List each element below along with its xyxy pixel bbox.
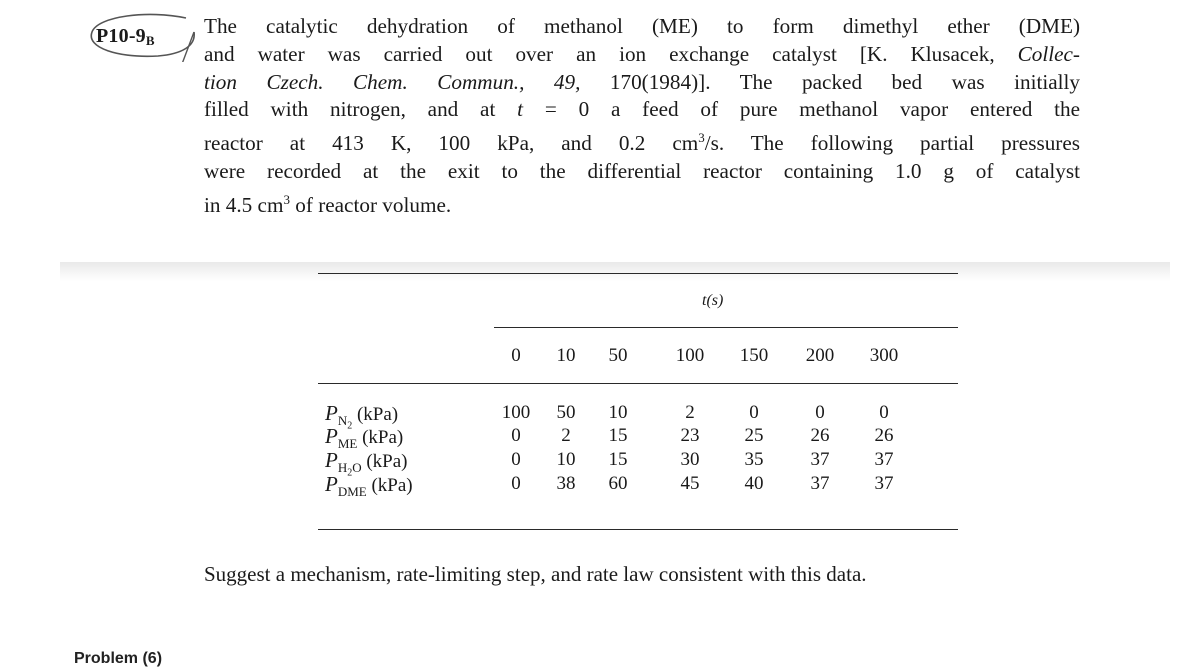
table-cell: 37: [810, 449, 830, 470]
cropped-top-line: [300, 0, 720, 6]
problem-number-badge: [78, 12, 198, 56]
table-cell: 100: [501, 402, 531, 423]
row-label: $P_{H_2O}$ (kPa): [325, 448, 408, 479]
table-cell: 2: [561, 425, 571, 446]
table-cell: 15: [608, 449, 628, 470]
table-cell: 0: [511, 449, 521, 470]
table-cell: 15: [608, 425, 628, 446]
question-text: Suggest a mechanism, rate-limiting step, and rate law consistent with this data.: [204, 562, 867, 586]
time-column-header: 200: [805, 345, 835, 366]
statement-line: in 4.5 $cm^3$ of reactor volume.: [204, 191, 452, 217]
time-column-header: 150: [739, 345, 769, 366]
problem-statement: [204, 13, 1080, 220]
table-top-rule: [318, 273, 958, 274]
statement-line: filled with nitrogen, and at t = 0 a feed of pure methanol vapor entered the: [204, 97, 1081, 122]
table-cell: 37: [874, 449, 894, 470]
table-cell: 0: [815, 402, 825, 423]
table-bottom-rule: [318, 529, 958, 530]
table-cell: 23: [680, 425, 700, 446]
table-cell: 60: [608, 473, 628, 494]
table-cell: 40: [744, 473, 764, 494]
scan-shadow: [60, 262, 1170, 282]
time-column-header: 50: [608, 345, 628, 366]
cropped-bottom-text: Problem (6): [74, 650, 163, 667]
problem-number: $P10-9_B$: [96, 25, 155, 48]
table-cell: 50: [556, 402, 576, 423]
table-cell: 45: [680, 473, 700, 494]
table-cell: 30: [680, 449, 700, 470]
statement-line: tion Czech. Chem. Commun., 49, 170(1984)]. The packed bed was initially: [204, 69, 1081, 94]
table-cell: 26: [810, 425, 830, 446]
statement-line: The catalytic dehydration of methanol (ME) to form dimethyl ether (DME): [204, 14, 1080, 38]
time-header-rule: [494, 327, 958, 328]
statement-line: and water was carried out over an ion exchange catalyst [K. Klusacek, Collec-: [204, 41, 1080, 66]
time-column-header: 100: [675, 345, 705, 366]
table-cell: 0: [879, 402, 889, 423]
table-cell: 25: [744, 425, 764, 446]
table-cell: 0: [749, 402, 759, 423]
column-header-rule: [318, 383, 958, 384]
time-column-header: 0: [511, 345, 521, 366]
table-cell: 37: [874, 473, 894, 494]
time-column-header: 10: [556, 345, 576, 366]
table-cell: 35: [744, 449, 764, 470]
time-column-header: 300: [869, 345, 899, 366]
table-cell: 0: [511, 425, 521, 446]
table-cell: 37: [810, 473, 830, 494]
statement-line: reactor at 413 K, 100 kPa, and 0.2 $cm^3/s$. The following partial pressures: [204, 130, 1080, 156]
table-cell: 0: [511, 473, 521, 494]
row-label: $P_{DME}$ (kPa): [325, 472, 413, 499]
table-cell: 10: [556, 449, 576, 470]
time-header: t(s): [702, 292, 724, 309]
table-cell: 38: [556, 473, 576, 494]
table-cell: 2: [685, 402, 695, 423]
row-label: $P_{ME}$ (kPa): [325, 424, 404, 451]
statement-line: were recorded at the exit to the differential reactor containing 1.0 g of catalyst: [204, 159, 1080, 184]
table-cell: 10: [608, 402, 628, 423]
row-label: $P_{N_2}$ (kPa): [325, 401, 399, 432]
table-cell: 26: [874, 425, 894, 446]
